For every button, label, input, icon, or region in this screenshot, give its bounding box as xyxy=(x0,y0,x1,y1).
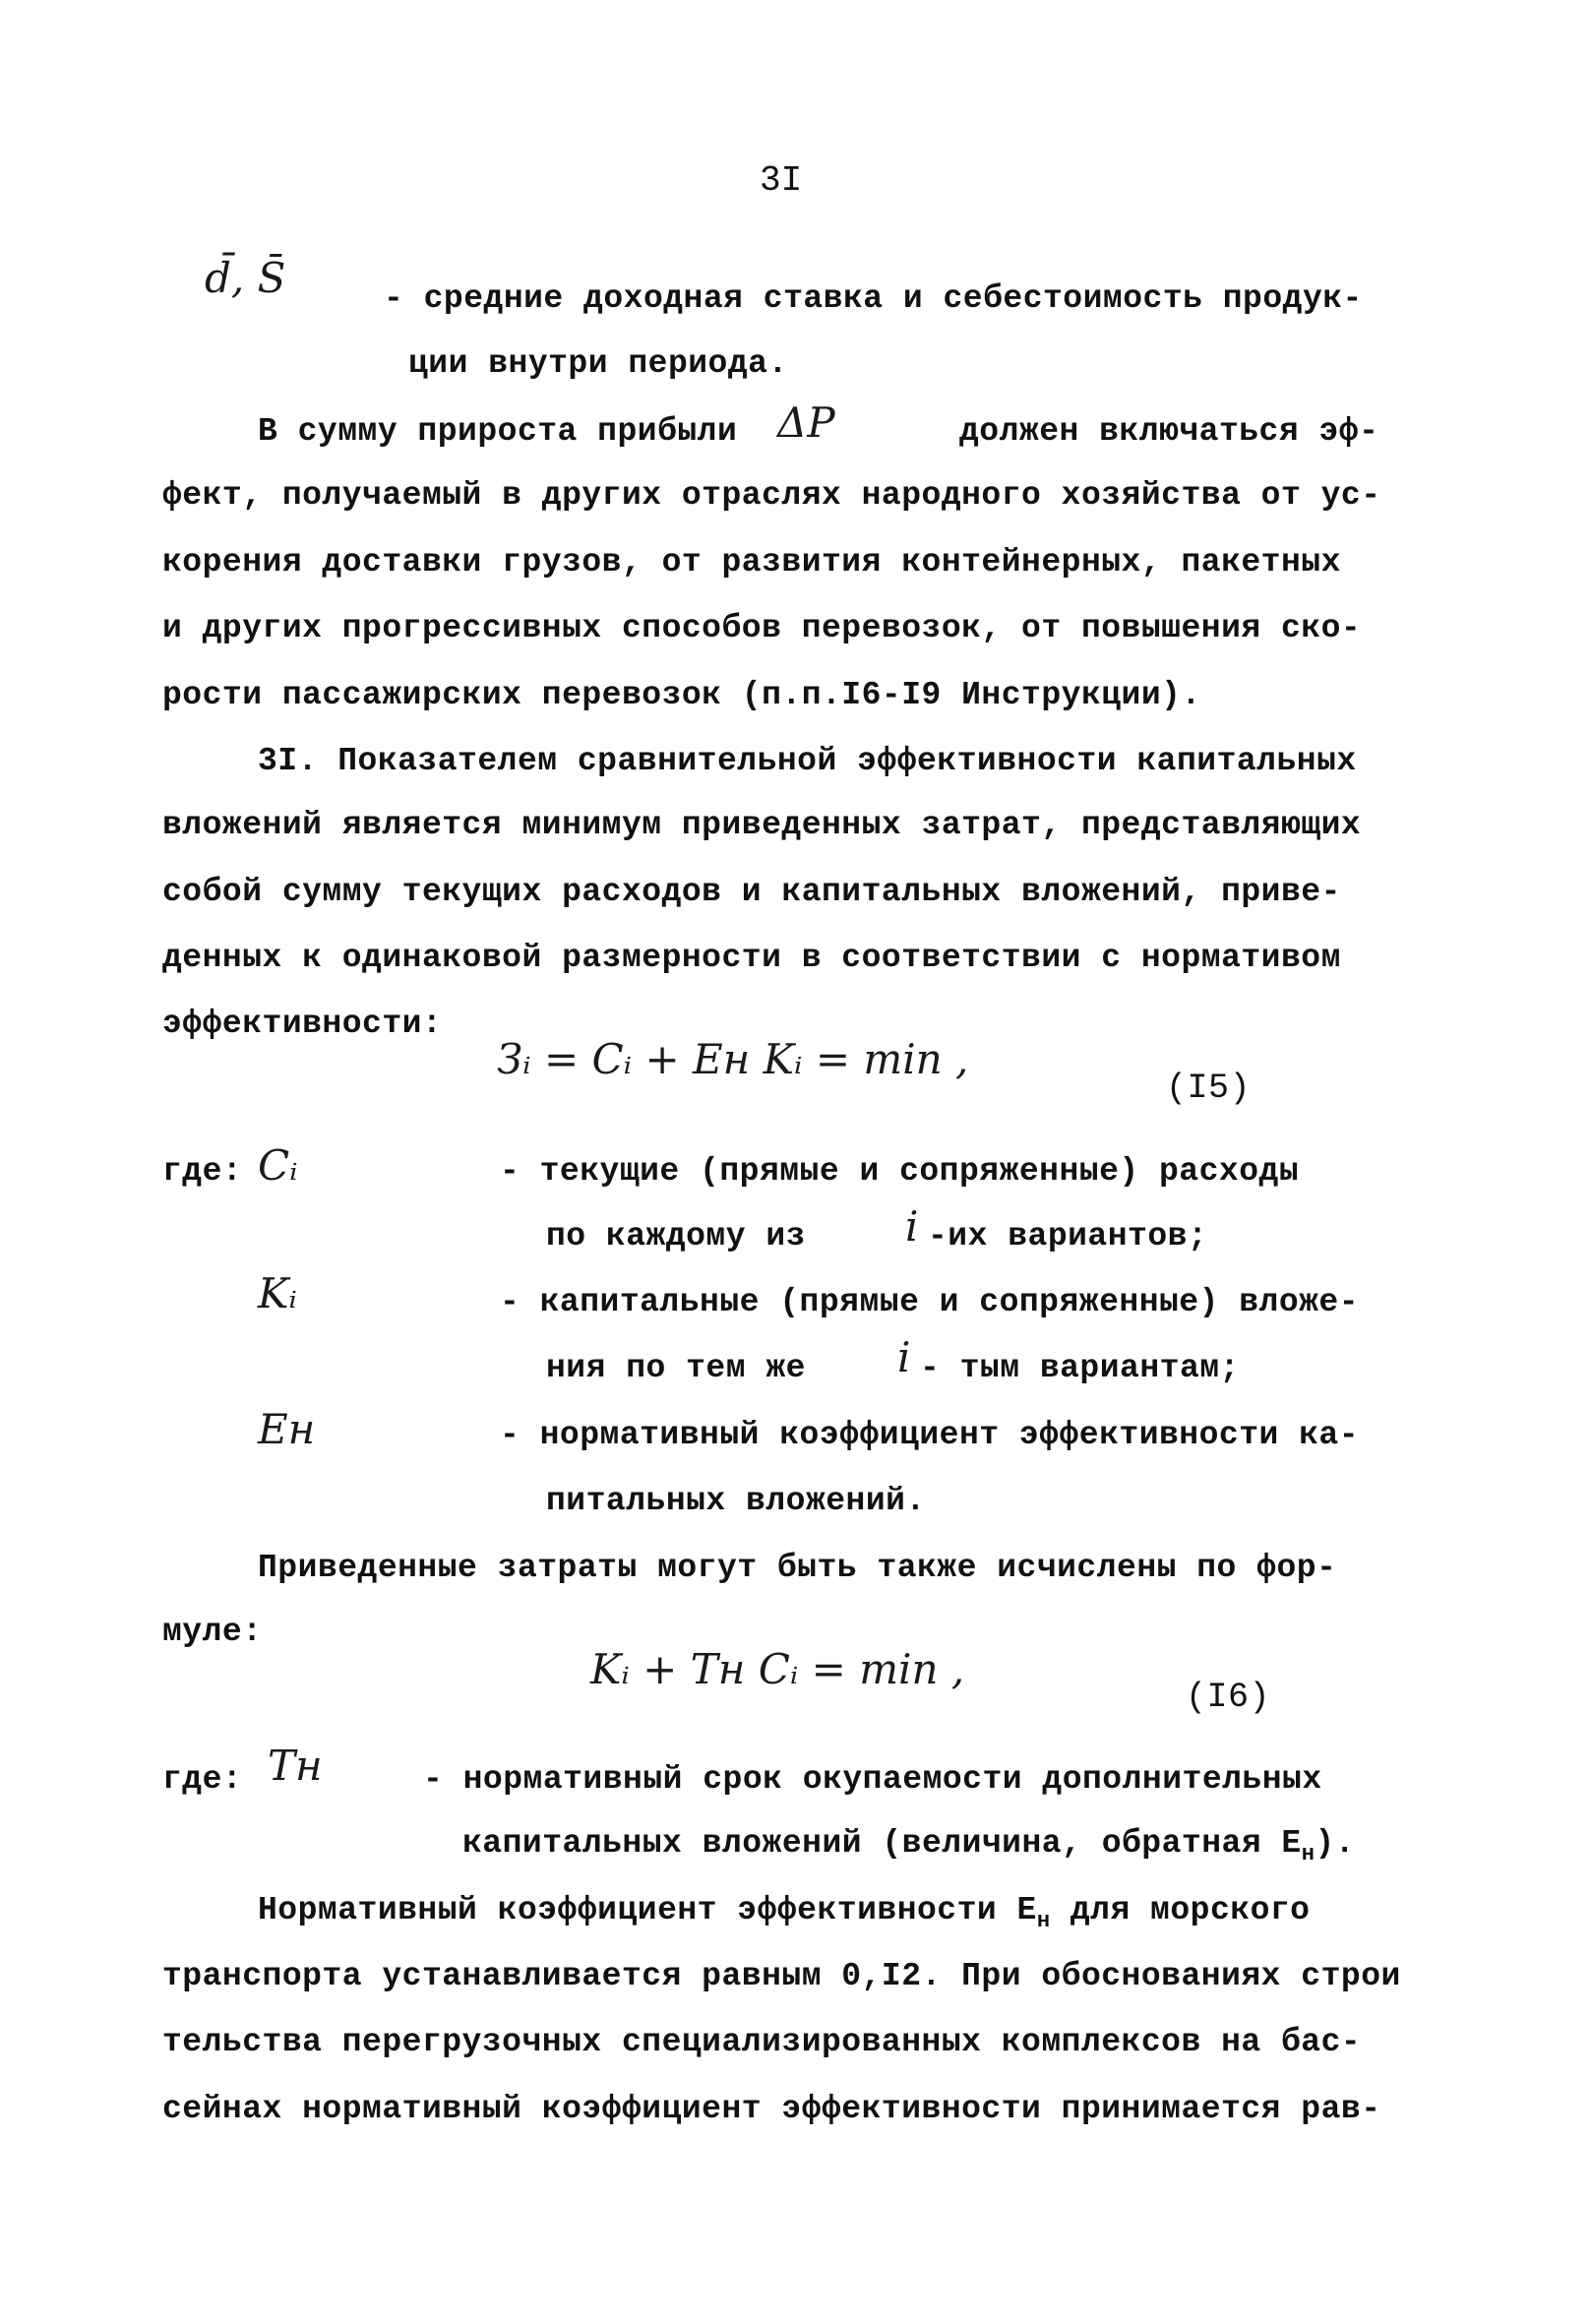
symbol-k-i: Kᵢ xyxy=(258,1269,297,1317)
paragraph-text: рости пассажирских перевозок (п.п.I6-I9 Инструкции). xyxy=(162,677,1201,713)
definition-text: ). xyxy=(1315,1825,1356,1862)
symbol-t-n: Tн xyxy=(268,1742,323,1790)
page-number: 3I xyxy=(760,160,803,201)
definition-line: питальных вложений. xyxy=(546,1483,926,1519)
paragraph-text: тельства перегрузочных специализированных комплексов на бас- xyxy=(162,2024,1362,2060)
paragraph-text: 3I. Показателем сравнительной эффективности капитальных xyxy=(258,743,1357,779)
subscript: н xyxy=(1301,1842,1316,1866)
formula-16: Kᵢ + Tн Cᵢ = min , xyxy=(590,1645,965,1693)
definition-line: - средние доходная ставка и себестоимость продук- xyxy=(384,280,1363,317)
paragraph-text: собой сумму текущих расходов и капитальных вложений, приве- xyxy=(162,874,1341,910)
paragraph-text: фект, получаемый в других отраслях народного хозяйства от ус- xyxy=(162,477,1381,514)
paragraph-text: денных к одинаковой размерности в соответствии с нормативом xyxy=(162,940,1341,976)
symbol-i: i xyxy=(905,1202,919,1251)
definition-line: по каждому из xyxy=(546,1218,806,1254)
paragraph-text: и других прогрессивных способов перевозок, от повышения ско- xyxy=(162,610,1362,646)
definition-line: - нормативный срок окупаемости дополнительных xyxy=(423,1761,1322,1798)
paragraph-text: вложений является минимум приведенных затрат, представляющих xyxy=(162,807,1362,843)
where-label: где: xyxy=(162,1153,243,1190)
paragraph-text: транспорта устанавливается равным 0,I2. При обоснованиях строи xyxy=(162,1958,1401,1994)
symbol-c-i: Cᵢ xyxy=(258,1141,298,1190)
paragraph-text: В сумму прироста прибыли xyxy=(258,413,738,450)
definition-line: ции внутри периода. xyxy=(408,345,788,382)
definition-line: - нормативный коэффициент эффективности ка- xyxy=(500,1417,1360,1453)
paragraph-text xyxy=(258,1892,1310,1933)
paragraph-fragment: для морского xyxy=(1050,1892,1311,1928)
definition-line: -их вариантов; xyxy=(928,1218,1208,1254)
paragraph-text: должен включаться эф- xyxy=(959,413,1379,450)
equation-number: (I6) xyxy=(1186,1678,1271,1717)
definition-line: - капитальные (прямые и сопряженные) вложе- xyxy=(500,1284,1360,1320)
paragraph-text: сейнах нормативный коэффициент эффективности принимается рав- xyxy=(162,2091,1381,2127)
paragraph-text: эффективности: xyxy=(162,1006,443,1042)
where-label: где: xyxy=(162,1761,243,1798)
symbol-i: i xyxy=(897,1333,911,1381)
symbol-delta-p: ΔP xyxy=(777,398,835,447)
definition-text: капитальных вложений (величина, обратная E xyxy=(462,1825,1302,1862)
subscript: н xyxy=(1036,1909,1051,1933)
paragraph-text: корения доставки грузов, от развития контейнерных, пакетных xyxy=(162,544,1341,581)
paragraph-text: Приведенные затраты могут быть также исчислены по фор- xyxy=(258,1550,1337,1586)
definition-line: - тым вариантам; xyxy=(920,1350,1240,1386)
equation-number: (I5) xyxy=(1166,1069,1252,1108)
definition-line xyxy=(462,1825,1355,1866)
paragraph-text: муле: xyxy=(162,1614,263,1650)
definition-line: ния по тем же xyxy=(546,1350,806,1386)
symbol-e-n: Eн xyxy=(258,1405,316,1453)
formula-15: Зᵢ = Cᵢ + Eн Kᵢ = min , xyxy=(497,1035,969,1083)
definition-line: - текущие (прямые и сопряженные) расходы xyxy=(500,1153,1300,1190)
paragraph-fragment: Нормативный коэффициент эффективности E xyxy=(258,1892,1037,1928)
symbol-d-s: d̄, S̄ xyxy=(205,254,286,302)
